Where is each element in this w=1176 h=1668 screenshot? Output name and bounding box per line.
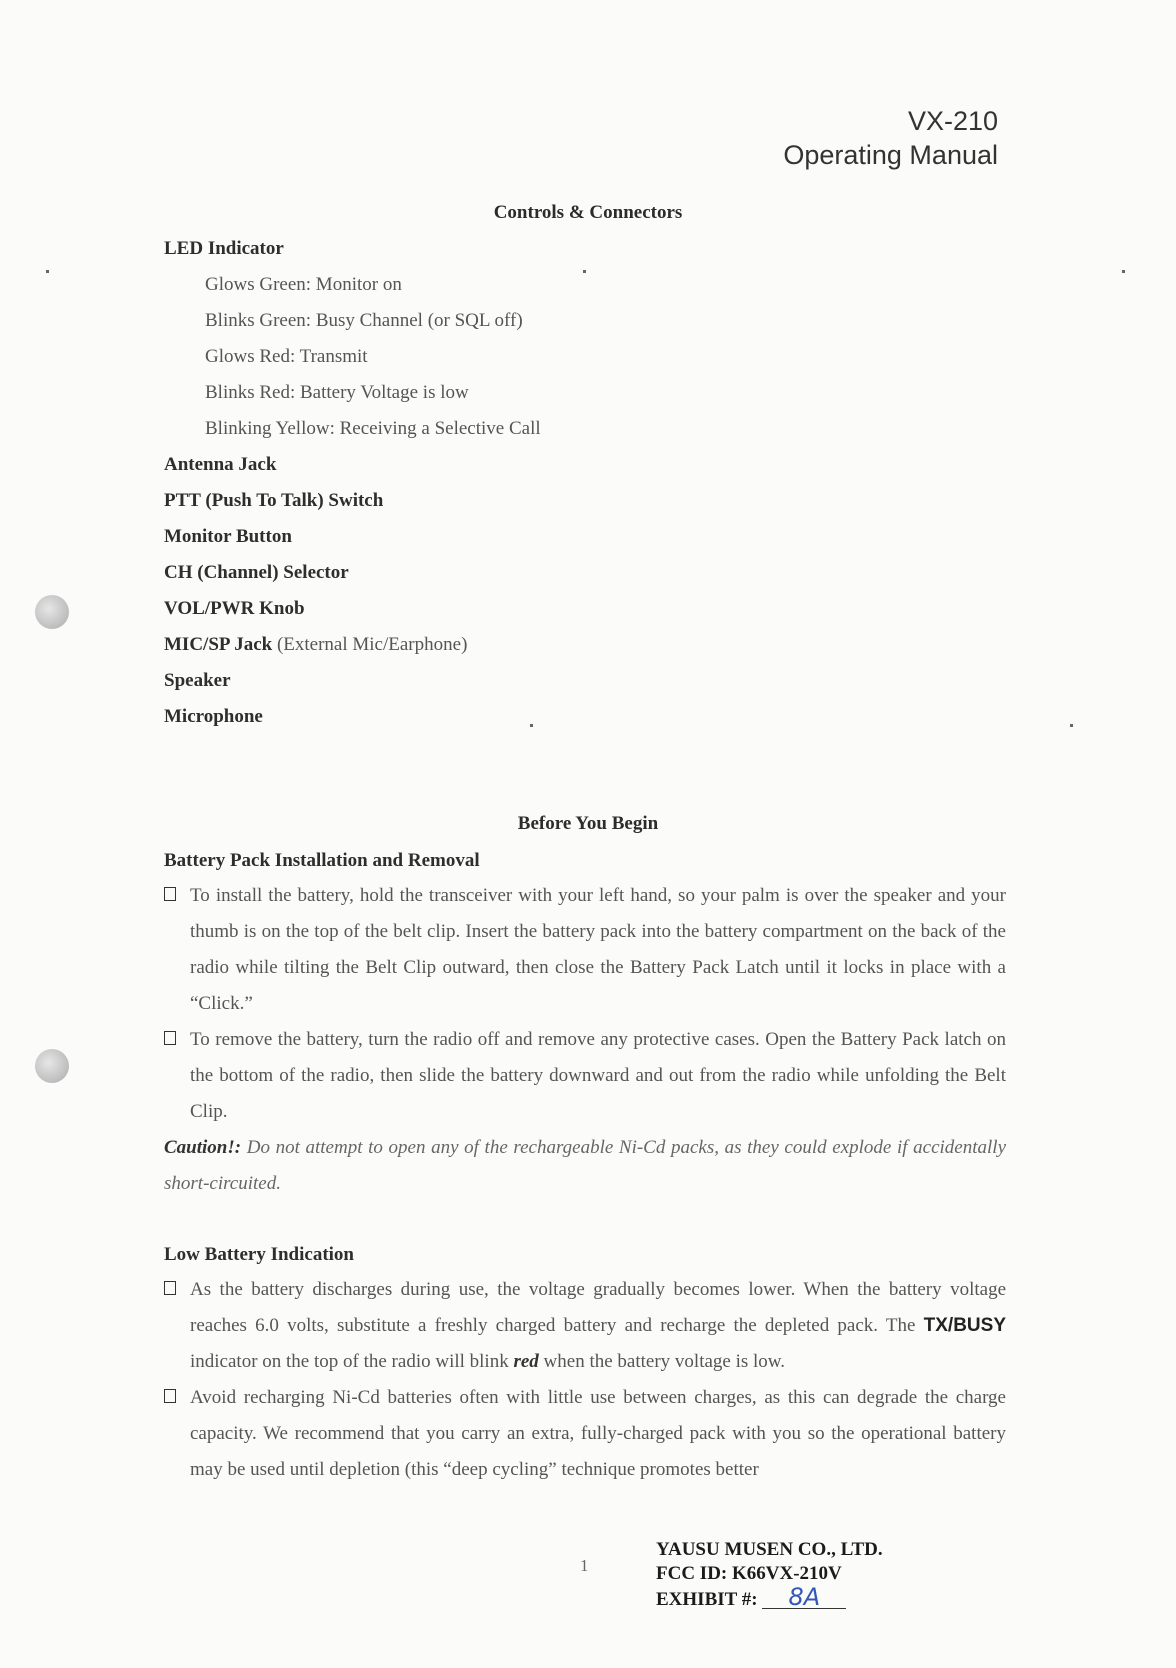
caution-note: [164, 1130, 1006, 1202]
document-header: [783, 104, 998, 172]
channel-selector: CH (Channel) Selector: [164, 562, 349, 583]
checkbox-icon: [164, 887, 176, 901]
led-item: Blinks Green: Busy Channel (or SQL off): [205, 310, 523, 331]
remove-text: To remove the battery, turn the radio off and remove any protective cases. Open the Battery Pack latch on the bottom of the radio, then slide the battery downward and out from the radio while unfolding the Belt Clip.: [190, 1029, 1006, 1122]
before-heading: Before You Begin: [517, 813, 659, 834]
company-name: YAUSU MUSEN CO., LTD.: [656, 1539, 883, 1560]
hole-punch-icon: [35, 1049, 69, 1083]
exhibit-value: 8A: [762, 1586, 846, 1609]
battery-instructions: [164, 878, 1006, 1130]
checkbox-icon: [164, 1389, 176, 1403]
controls-heading: Controls & Connectors: [493, 202, 683, 223]
led-item: Blinks Red: Battery Voltage is low: [205, 382, 469, 403]
caution-text: Do not attempt to open any of the rechargeable Ni-Cd packs, as they could explode if accidentally short-circuited.: [164, 1137, 1007, 1194]
mic-sp-label: MIC/SP Jack: [164, 634, 273, 655]
low-battery-bullet: [164, 1272, 1006, 1380]
scan-speck: [1122, 270, 1125, 273]
model-title: VX-210: [907, 106, 998, 136]
fcc-stamp: [656, 1538, 883, 1612]
low-battery-title: Low Battery Indication: [164, 1244, 354, 1265]
remove-bullet: [164, 1022, 1006, 1130]
microphone: Microphone: [164, 706, 263, 727]
red-emphasis: red: [513, 1351, 539, 1372]
page-number: 1: [580, 1556, 589, 1575]
exhibit-label: EXHIBIT #:: [656, 1589, 758, 1610]
recharge-text: Avoid recharging Ni-Cd batteries often with little use between charges, as this can degrade the charge capacity. We recommend that you carry an extra, fully-charged pack with you so the operational battery may be used until depletion (this “deep cycling” technique promotes better: [190, 1387, 1006, 1480]
low-battery-text-c: when the battery voltage is low.: [543, 1351, 786, 1372]
exhibit-line: [656, 1583, 883, 1612]
mic-sp-note: (External Mic/Earphone): [276, 634, 468, 655]
scan-speck: [46, 270, 49, 273]
led-item: Glows Red: Transmit: [205, 346, 368, 367]
low-battery-text-a: As the battery discharges during use, the voltage gradually becomes lower. When the battery voltage reaches 6.0 volts, substitute a freshly charged battery and recharge the depleted pack. The: [190, 1279, 1006, 1336]
led-indicator-title: LED Indicator: [164, 238, 284, 259]
antenna-jack: Antenna Jack: [164, 454, 277, 475]
scan-speck: [530, 724, 533, 727]
ptt-switch: PTT (Push To Talk) Switch: [164, 490, 384, 511]
recharge-bullet: [164, 1380, 1006, 1488]
txbusy-label: TX/BUSY: [923, 1315, 1007, 1336]
low-battery-instructions: [164, 1272, 1006, 1488]
scan-speck: [1070, 724, 1073, 727]
led-item: Blinking Yellow: Receiving a Selective Call: [205, 418, 541, 439]
checkbox-icon: [164, 1281, 176, 1295]
hole-punch-icon: [35, 595, 69, 629]
install-bullet: [164, 878, 1006, 1022]
mic-sp-jack: [164, 634, 467, 656]
checkbox-icon: [164, 1031, 176, 1045]
led-item: Glows Green: Monitor on: [205, 274, 402, 295]
fcc-id: FCC ID: K66VX-210V: [656, 1563, 842, 1584]
low-battery-text-b: indicator on the top of the radio will blink: [190, 1351, 509, 1372]
caution-label: Caution!:: [164, 1137, 242, 1158]
vol-pwr-knob: VOL/PWR Knob: [164, 598, 305, 619]
manual-subtitle: Operating Manual: [783, 140, 998, 170]
monitor-button-label: Monitor Button: [164, 526, 292, 547]
battery-section-title: Battery Pack Installation and Removal: [164, 850, 480, 871]
scan-speck: [583, 270, 586, 273]
speaker: Speaker: [164, 670, 231, 691]
install-text: To install the battery, hold the transceiver with your left hand, so your palm is over the speaker and your thumb is on the top of the belt clip. Insert the battery pack into the battery compartment on the back of the radio while tilting the Belt Clip outward, then close the Battery Pack Latch until it locks in place with a “Click.”: [190, 885, 1006, 1014]
